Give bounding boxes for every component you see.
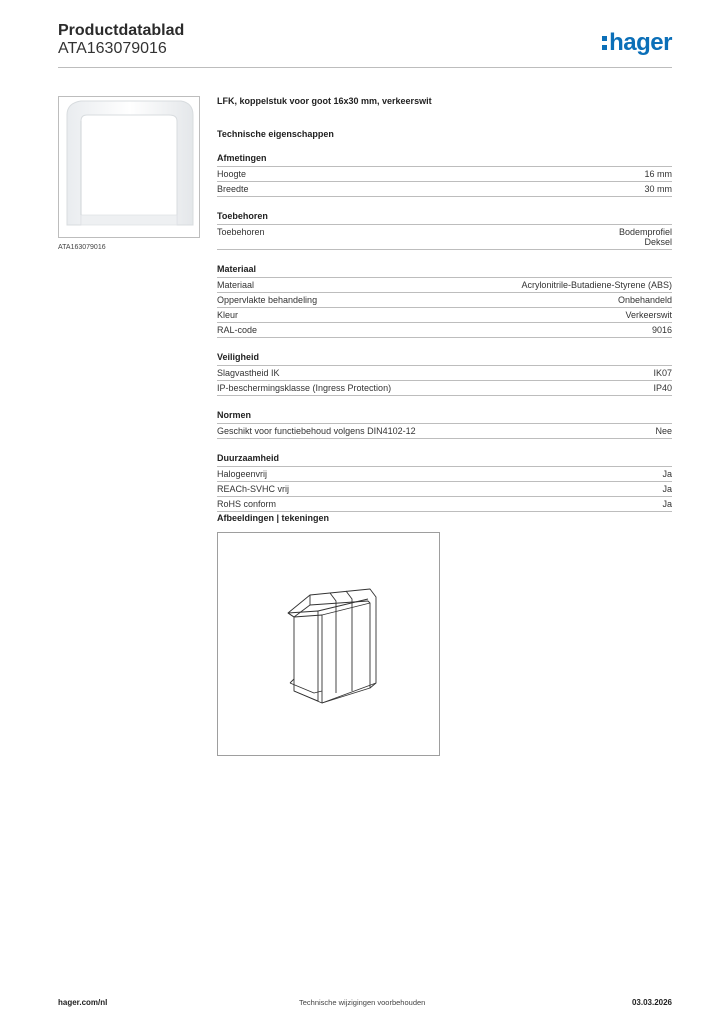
spec-value: 16 mm <box>644 169 672 179</box>
spec-row <box>217 366 672 381</box>
section-title: Normen <box>217 410 672 424</box>
product-code: ATA163079016 <box>58 40 167 57</box>
spec-row <box>217 424 672 439</box>
spec-row <box>217 225 672 250</box>
spec-row <box>217 497 672 512</box>
spec-section <box>217 211 672 250</box>
spec-row <box>217 182 672 197</box>
section-title: Materiaal <box>217 264 672 278</box>
section-title: Duurzaamheid <box>217 453 672 467</box>
header-divider <box>58 67 672 68</box>
photo-caption: ATA163079016 <box>58 244 106 251</box>
spec-value: Nee <box>655 426 672 436</box>
spec-value: IK07 <box>653 368 672 378</box>
spec-key: Oppervlakte behandeling <box>217 295 318 305</box>
spec-row <box>217 482 672 497</box>
spec-value: Ja <box>662 499 672 509</box>
spec-value: Acrylonitrile-Butadiene-Styrene (ABS) <box>521 280 672 290</box>
spec-key: RAL-code <box>217 325 258 335</box>
spec-key: Slagvastheid IK <box>217 368 280 378</box>
hager-logo[interactable] <box>602 28 672 58</box>
brand-name: hager <box>609 29 672 56</box>
spec-section <box>217 410 672 439</box>
spec-key: Kleur <box>217 310 239 320</box>
spec-value: Onbehandeld <box>617 295 672 305</box>
spec-key: Toebehoren <box>217 227 265 237</box>
technical-drawing <box>217 532 440 756</box>
spec-value: IP40 <box>653 383 672 393</box>
drawings-title: Afbeeldingen | tekeningen <box>217 513 330 523</box>
spec-value: Ja <box>662 469 672 479</box>
footer-website-link[interactable]: hager.com/nl <box>58 998 108 1007</box>
spec-key: Breedte <box>217 184 249 194</box>
spec-value: Ja <box>662 484 672 494</box>
spec-section <box>217 352 672 396</box>
logo-dots-icon <box>602 36 607 50</box>
spec-key: IP-beschermingsklasse (Ingress Protection) <box>217 383 392 393</box>
section-title: Veiligheid <box>217 352 672 366</box>
spec-row <box>217 467 672 482</box>
spec-key: Hoogte <box>217 169 247 179</box>
spec-content <box>217 96 672 512</box>
spec-row <box>217 323 672 338</box>
spec-section <box>217 453 672 512</box>
spec-key: REACh-SVHC vrij <box>217 484 290 494</box>
page-title: Productdatablad <box>58 22 185 39</box>
line-drawing-icon <box>218 533 439 755</box>
spec-key: Materiaal <box>217 280 255 290</box>
spec-row <box>217 293 672 308</box>
spec-row <box>217 381 672 396</box>
footer-note: Technische wijzigingen voorbehouden <box>299 998 426 1007</box>
spec-value: Verkeerswit <box>625 310 672 320</box>
spec-value: 30 mm <box>644 184 672 194</box>
product-photo <box>58 96 200 238</box>
product-photo-icon <box>59 97 199 237</box>
spec-section <box>217 264 672 338</box>
product-title: LFK, koppelstuk voor goot 16x30 mm, verkeerswit <box>217 96 432 106</box>
spec-key: Geschikt voor functiebehoud volgens DIN4102-12 <box>217 426 416 436</box>
spec-value: 9016 <box>651 325 672 335</box>
spec-row <box>217 308 672 323</box>
section-title: Toebehoren <box>217 211 672 225</box>
tech-properties-title: Technische eigenschappen <box>217 129 334 139</box>
spec-key: RoHS conform <box>217 499 277 509</box>
spec-section <box>217 153 672 197</box>
spec-row <box>217 167 672 182</box>
spec-value: Bodemprofiel Deksel <box>618 227 672 247</box>
section-title: Afmetingen <box>217 153 672 167</box>
spec-row <box>217 278 672 293</box>
spec-key: Halogeenvrij <box>217 469 268 479</box>
footer-date: 03.03.2026 <box>631 998 672 1007</box>
